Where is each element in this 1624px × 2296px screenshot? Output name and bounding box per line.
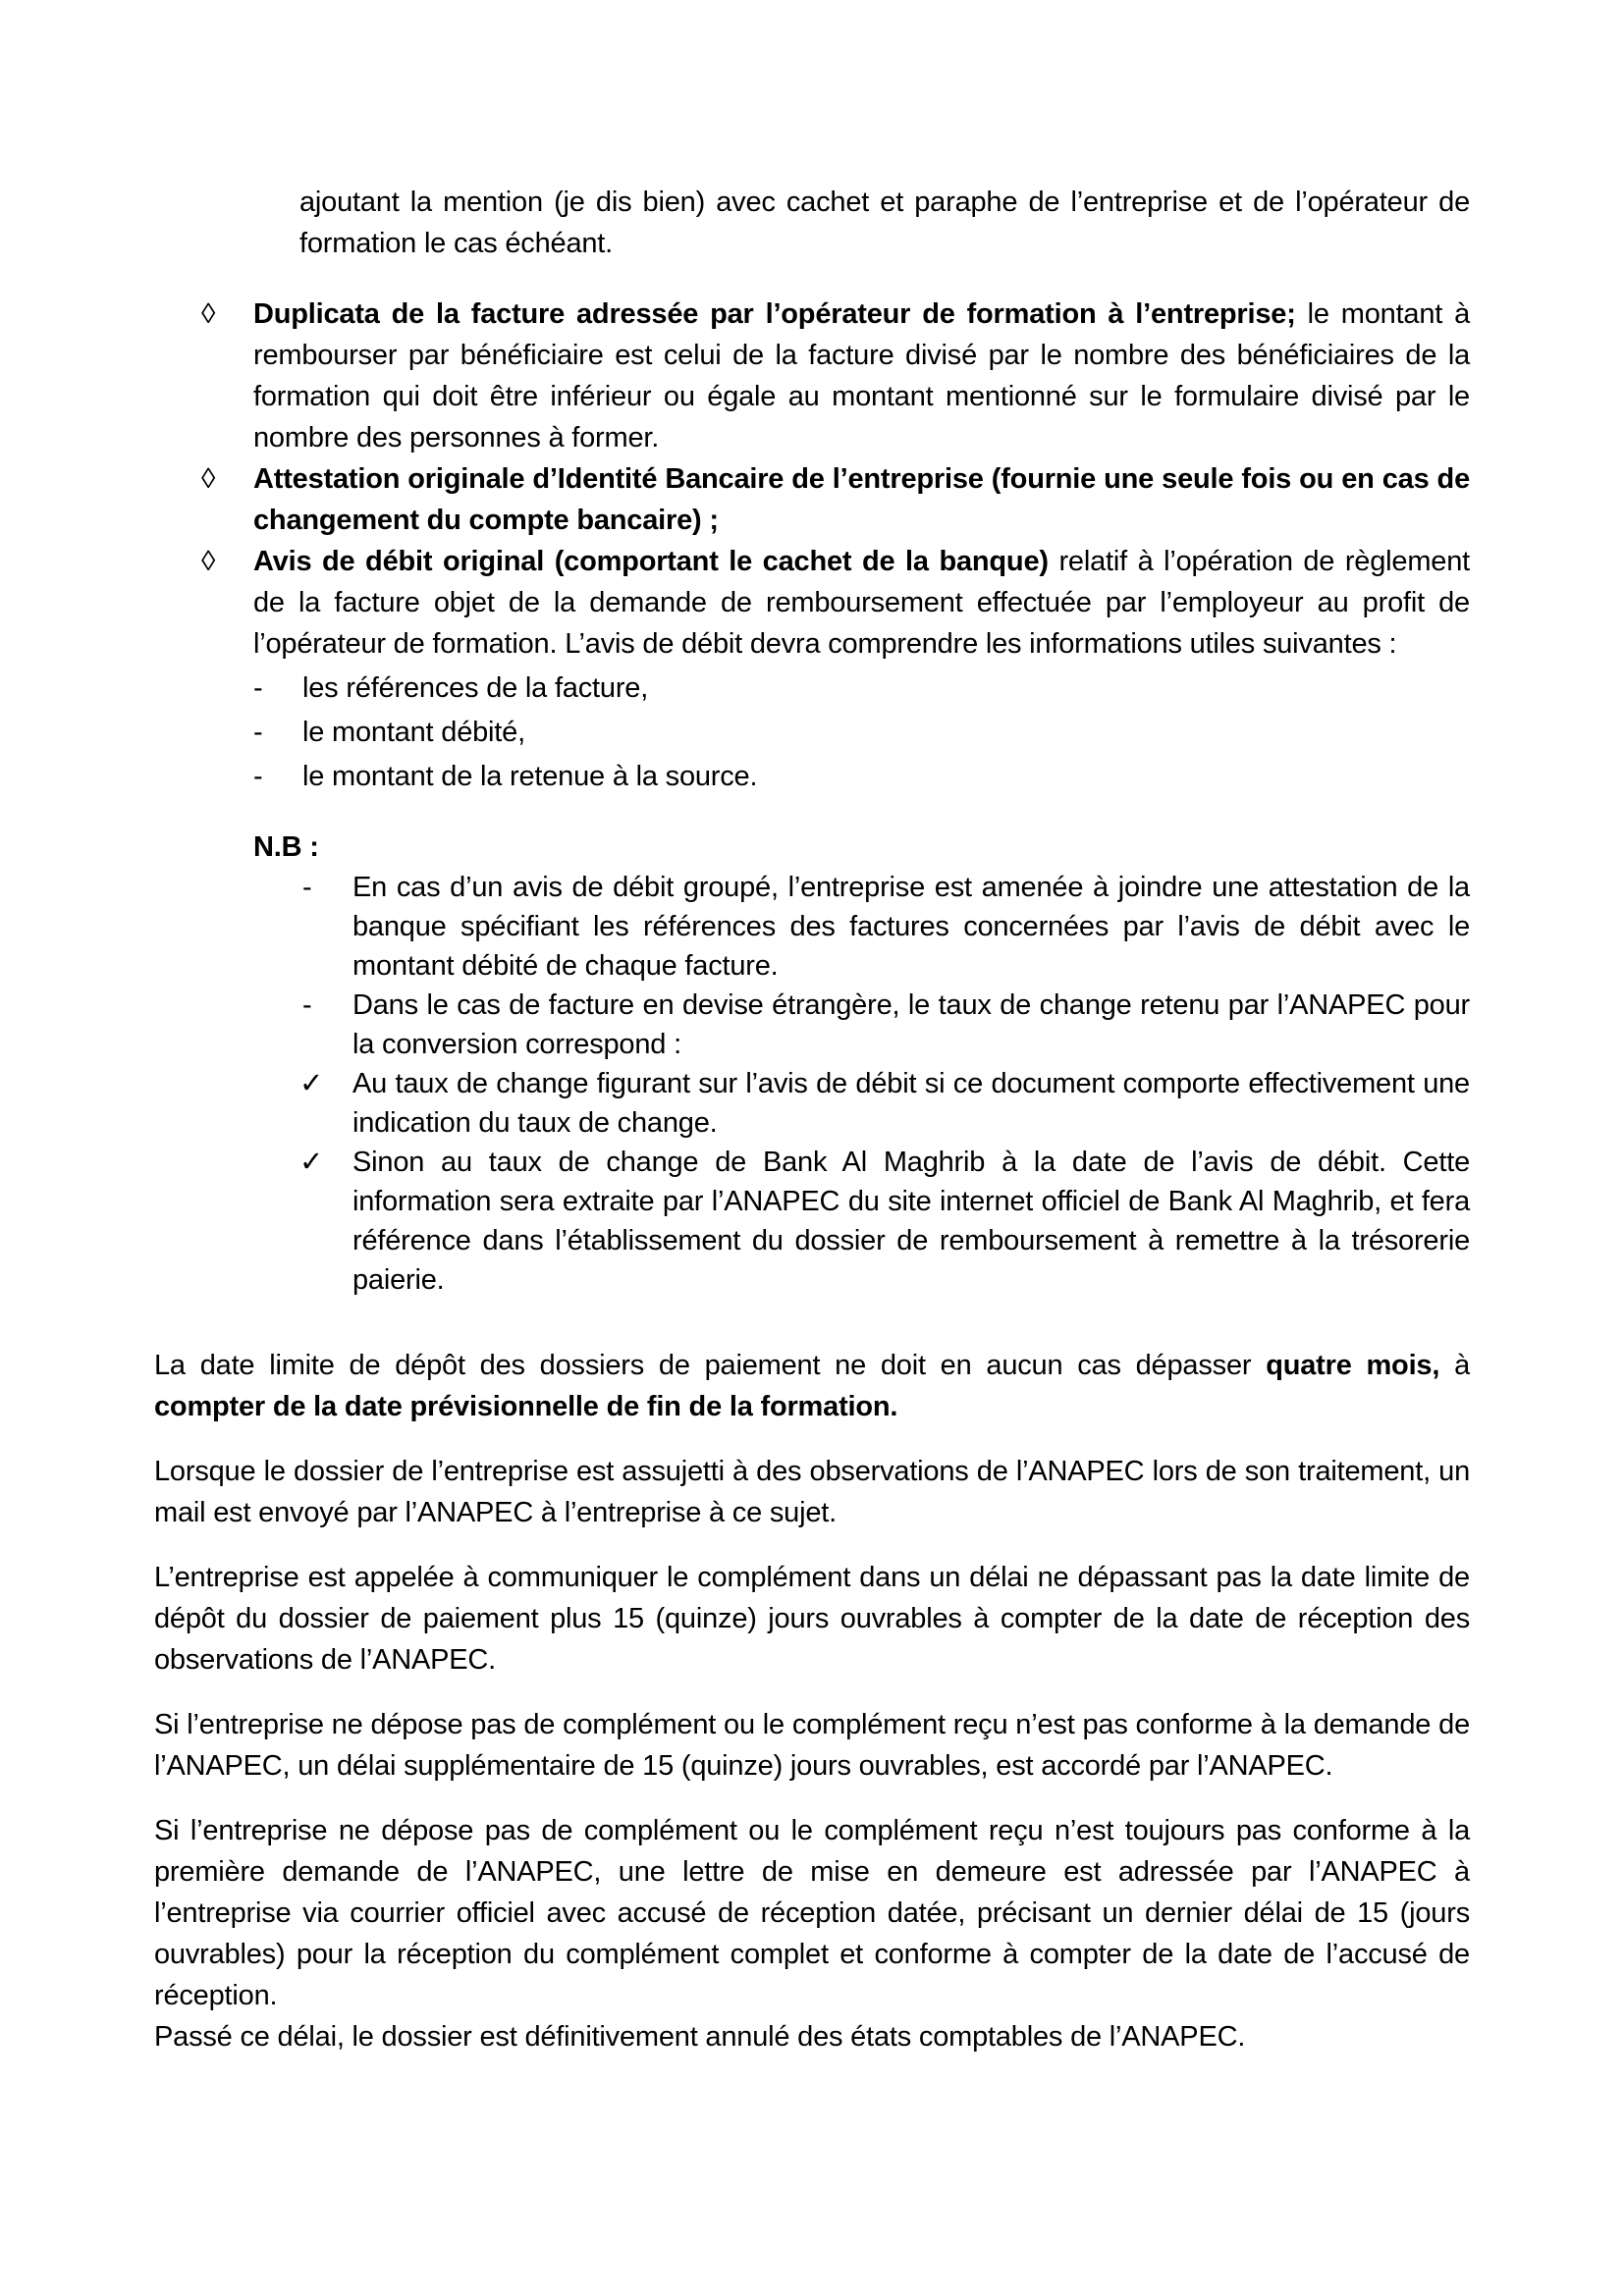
checkmark-icon: ✓: [299, 1068, 324, 1099]
dash-item-text: le montant débité,: [302, 717, 525, 748]
diamond-bullet-icon: ◊: [201, 546, 216, 577]
checkmark-icon: ✓: [299, 1147, 324, 1178]
diamond-bullet-icon: ◊: [201, 463, 216, 495]
paragraph-mise-en-demeure: Si l’entreprise ne dépose pas de complément ou le complément reçu n’est toujours pas conforme à la première demande de l’ANAPEC, une lettre de mise en demeure est adressée par l’ANAPEC à l’entreprise via courrier officiel avec accusé de réception datée, précisant un dernier délai de 15 (jours ouvrables) pour la réception du complément complet et conforme à compter de la date de l’accusé de réception.: [154, 1815, 1470, 2011]
nb-dash-item: [154, 986, 1470, 1064]
check-item-text: Au taux de change figurant sur l’avis de débit si ce document comporte effectivement une indication du taux de change.: [352, 1068, 1470, 1139]
bold-run: quatre mois,: [1266, 1350, 1440, 1381]
check-item: [154, 1143, 1470, 1300]
paragraph-complement: L’entreprise est appelée à communiquer le complément dans un délai ne dépassant pas la date limite de dépôt du dossier de paiement plus 15 (quinze) jours ouvrables à compter de la date de réception des observations de l’ANAPEC.: [154, 1562, 1470, 1676]
text-run: La date limite de dépôt des dossiers de paiement ne doit en aucun cas dépasser: [154, 1350, 1267, 1381]
dash-item: [154, 712, 1470, 753]
paragraph-annulation: Passé ce délai, le dossier est définitivement annulé des états comptables de l’ANAPEC.: [154, 2021, 1246, 2053]
paragraph-observations: Lorsque le dossier de l’entreprise est assujetti à des observations de l’ANAPEC lors de son traitement, un mail est envoyé par l’ANAPEC à l’entreprise à ce sujet.: [154, 1456, 1470, 1528]
paragraph-deadline: [154, 1345, 1470, 1427]
dash-icon: -: [253, 761, 263, 792]
dash-icon: -: [302, 872, 312, 903]
bullet-bold-text: Duplicata de la facture adressée par l’opérateur de formation à l’entreprise;: [253, 298, 1296, 330]
bullet-item-attestation: [154, 458, 1470, 541]
diamond-bullet-icon: ◊: [201, 298, 216, 330]
dash-icon: -: [253, 717, 263, 748]
dash-icon: -: [253, 672, 263, 704]
bullet-item-avis-debit: [154, 541, 1470, 665]
nb-item-text: En cas d’un avis de débit groupé, l’entreprise est amenée à joindre une attestation de la banque spécifiant les références des factures concernées par l’avis de débit avec le montant débité de chaque facture.: [352, 872, 1470, 982]
bullet-bold-text: Avis de débit original (comportant le cachet de la banque): [253, 546, 1049, 577]
nb-item-text: Dans le cas de facture en devise étrangère, le taux de change retenu par l’ANAPEC pour la conversion correspond :: [352, 989, 1470, 1060]
text-run: à: [1439, 1350, 1470, 1381]
dash-item: [154, 756, 1470, 797]
dash-icon: -: [302, 989, 312, 1021]
dash-item-text: le montant de la retenue à la source.: [302, 761, 758, 792]
paragraph-delai-supplementaire: Si l’entreprise ne dépose pas de complément ou le complément reçu n’est pas conforme à la demande de l’ANAPEC, un délai supplémentaire de 15 (quinze) jours ouvrables, est accordé par l’ANAPEC.: [154, 1709, 1470, 1782]
dash-item: [154, 667, 1470, 709]
bullet-item-duplicata: [154, 294, 1470, 458]
paragraph-continuation: ajoutant la mention (je dis bien) avec cachet et paraphe de l’entreprise et de l’opérateur de formation le cas échéant.: [299, 187, 1470, 259]
bold-run: compter de la date prévisionnelle de fin de la formation.: [154, 1391, 898, 1422]
dash-item-text: les références de la facture,: [302, 672, 649, 704]
bullet-bold-text: Attestation originale d’Identité Bancaire de l’entreprise (fournie une seule fois ou en cas de changement du compte bancaire) ;: [253, 463, 1470, 536]
nb-dash-item: [154, 868, 1470, 986]
nb-heading: N.B :: [253, 831, 319, 863]
bullet-text: le montant à rembourser par bénéficiaire est celui de la facture divisé par le nombre des bénéficiaires de la formation qui doit être inférieur ou égale au montant mentionné sur le formulaire divisé par le nombre des personnes à former.: [253, 298, 1471, 454]
check-item: [154, 1064, 1470, 1143]
bullet-text: relatif à l’opération de règlement de la facture objet de la demande de remboursement effectuée par l’employeur au profit de l’opérateur de formation. L’avis de débit devra comprendre les informations utiles suivantes :: [253, 546, 1470, 660]
nb-section: [154, 868, 1470, 1300]
check-item-text: Sinon au taux de change de Bank Al Maghrib à la date de l’avis de débit. Cette information sera extraite par l’ANAPEC du site internet officiel de Bank Al Maghrib, et fera référence dans l’établissement du dossier de remboursement à remettre à la trésorerie paierie.: [352, 1147, 1470, 1296]
